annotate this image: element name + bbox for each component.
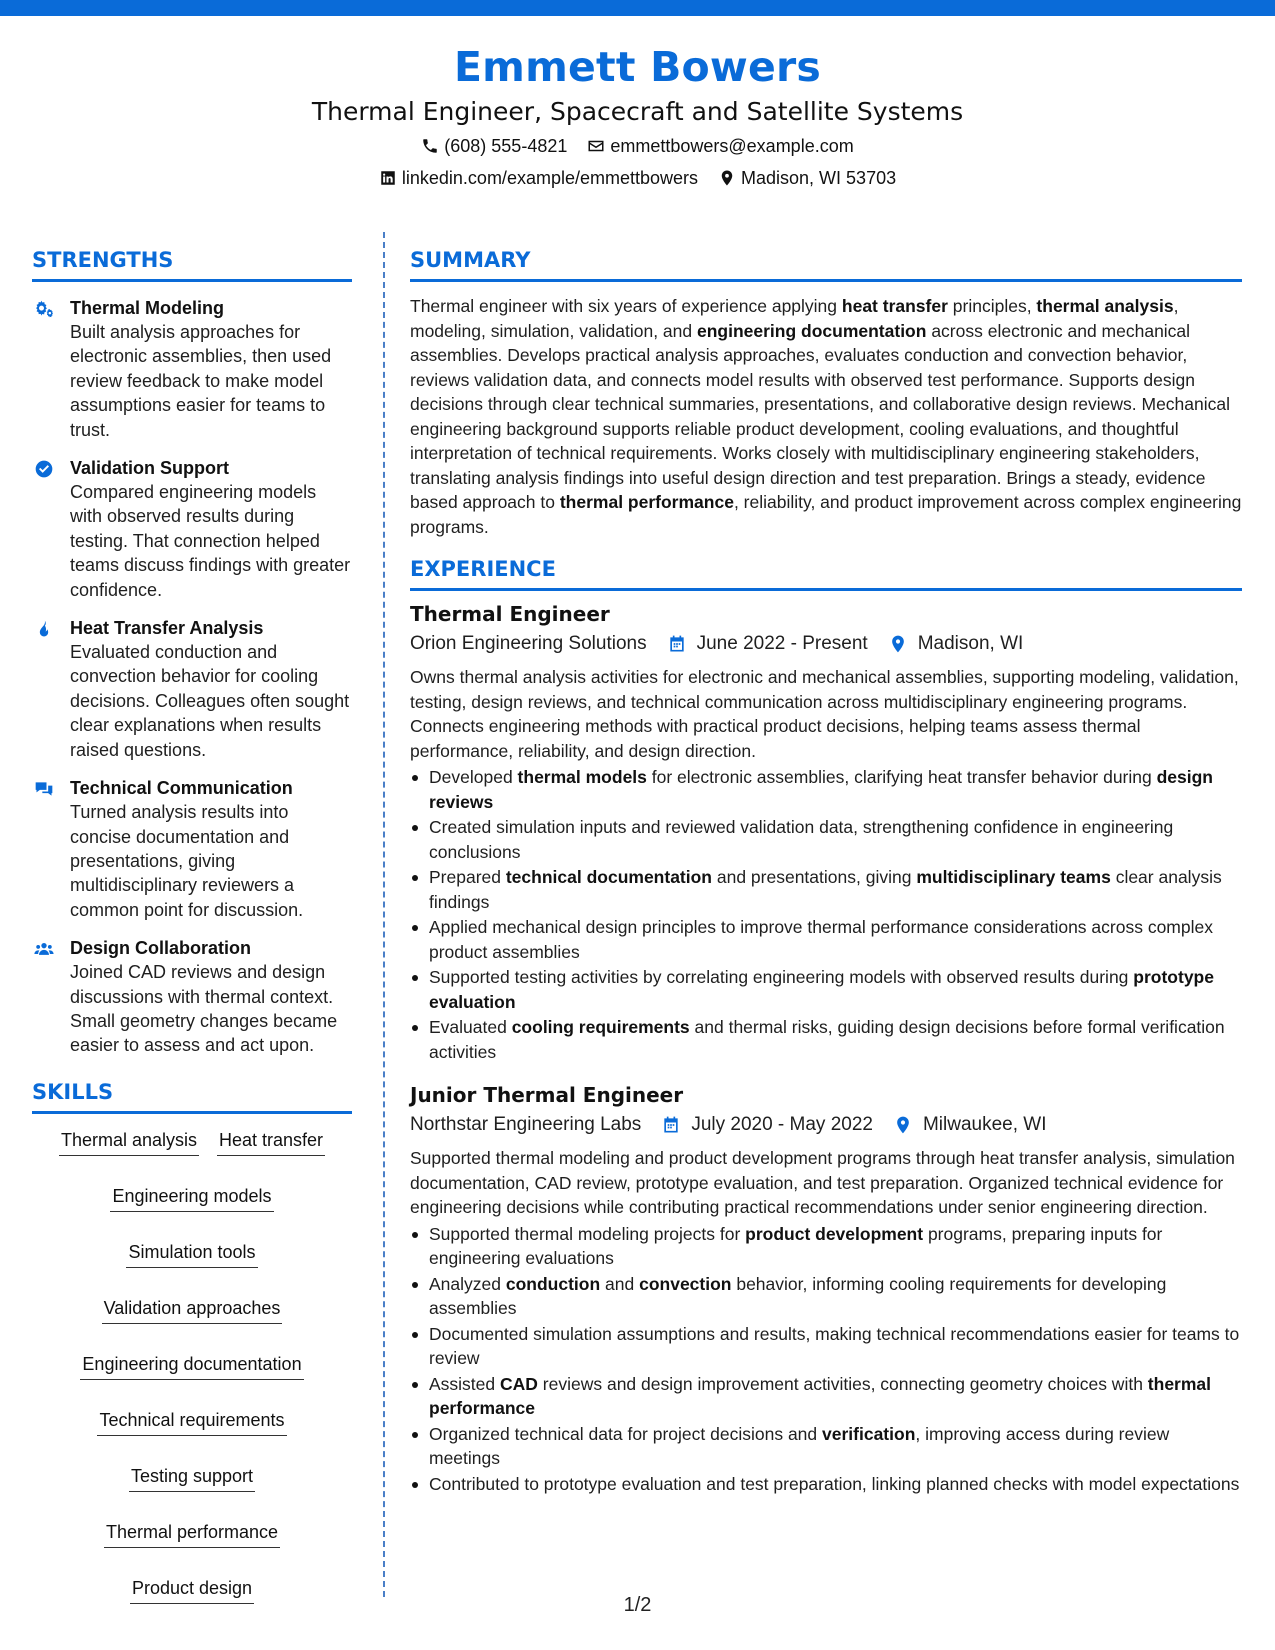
text-run: Developed bbox=[429, 767, 518, 787]
job-location: Milwaukee, WI bbox=[922, 1114, 1047, 1135]
skill-tag: Simulation tools bbox=[126, 1240, 257, 1268]
calendar-icon bbox=[661, 1115, 681, 1135]
text-run: and bbox=[600, 1273, 640, 1294]
bold-keyword: heat transfer bbox=[841, 296, 948, 316]
strength-desc: Compared engineering models with observed results during testing. That connection helped teams discuss findings with greater confidence. bbox=[70, 482, 351, 600]
job-dates: June 2022 - Present bbox=[696, 633, 868, 654]
job-entry bbox=[410, 599, 1242, 1064]
text-run: , improving access during review meetings bbox=[429, 1423, 1170, 1468]
check-circle-icon bbox=[34, 459, 54, 479]
text-run: principles, bbox=[947, 296, 1037, 316]
bold-keyword: design reviews bbox=[429, 767, 1213, 812]
text-run: clear analysis findings bbox=[429, 867, 1222, 912]
text-run: Assisted bbox=[429, 1373, 500, 1394]
bold-keyword: cooling requirements bbox=[511, 1017, 690, 1037]
bullet-item bbox=[410, 1472, 1242, 1497]
users-icon bbox=[34, 939, 54, 959]
bullet-item bbox=[410, 815, 1242, 864]
envelope-icon bbox=[587, 137, 605, 155]
strength-item bbox=[32, 456, 352, 602]
strength-item bbox=[32, 776, 352, 922]
bullet-item bbox=[410, 765, 1242, 814]
job-dates: July 2020 - May 2022 bbox=[691, 1114, 873, 1135]
strengths-heading: STRENGTHS bbox=[32, 246, 352, 282]
skill-tag: Engineering documentation bbox=[80, 1352, 303, 1380]
job-company: Orion Engineering Solutions bbox=[410, 633, 647, 654]
resume-header bbox=[0, 40, 1275, 194]
phone-text: (608) 555-4821 bbox=[444, 136, 568, 156]
bold-keyword: multidisciplinary teams bbox=[916, 867, 1111, 887]
bold-keyword: thermal performance bbox=[429, 1373, 1212, 1418]
job-entry bbox=[410, 1080, 1242, 1496]
text-run: across electronic and mechanical assemblies. Develops practical analysis approaches, evaluates conduction and convection behavior, reviews validation data, and connects model results with observed test performance. Supports design decisions through clear technical summaries, presentations, and collaborative design reviews. Mechanical engineering background supports reliable product development, cooling evaluations, and thoughtful interpretation of technical requirements. Works closely with multidisciplinary engineering stakeholders, translating analysis findings into useful design direction and test preparation. Brings a steady, evidence based approach to bbox=[410, 320, 1231, 512]
text-run: Thermal engineer with six years of experience applying bbox=[410, 296, 842, 316]
email-text: emmettbowers@example.com bbox=[610, 136, 854, 156]
calendar-icon bbox=[667, 634, 687, 654]
text-run: Contributed to prototype evaluation and test preparation, linking planned checks with model expectations bbox=[429, 1473, 1240, 1494]
skill-tag: Product design bbox=[130, 1576, 254, 1604]
bold-keyword: prototype evaluation bbox=[429, 967, 1214, 1012]
summary-heading: SUMMARY bbox=[410, 246, 1242, 282]
text-run: for electronic assemblies, clarifying heat transfer behavior during bbox=[646, 767, 1157, 787]
experience-heading: EXPERIENCE bbox=[410, 555, 1242, 591]
bold-keyword: verification bbox=[822, 1423, 916, 1444]
skills-heading: SKILLS bbox=[32, 1078, 352, 1114]
bold-keyword: conduction bbox=[505, 1273, 601, 1294]
text-run: Applied mechanical design principles to improve thermal performance considerations across complex product assemblies bbox=[429, 917, 1213, 962]
map-pin-icon bbox=[893, 1115, 913, 1135]
skill-tag: Thermal performance bbox=[104, 1520, 280, 1548]
bold-keyword: thermal models bbox=[517, 767, 647, 787]
bullet-item bbox=[410, 1222, 1242, 1271]
bold-keyword: technical documentation bbox=[505, 867, 712, 887]
map-pin-icon bbox=[888, 634, 908, 654]
text-run: Prepared bbox=[429, 867, 506, 887]
comments-icon bbox=[34, 779, 54, 799]
text-run: behavior, informing cooling requirements for developing assemblies bbox=[429, 1273, 1167, 1318]
left-column bbox=[32, 246, 352, 1604]
bullet-item bbox=[410, 1272, 1242, 1321]
job-meta bbox=[410, 629, 1242, 659]
strength-title: Technical Communication bbox=[70, 778, 293, 799]
location-contact bbox=[718, 162, 896, 194]
gears-icon bbox=[34, 299, 54, 319]
skill-tag: Testing support bbox=[129, 1464, 255, 1492]
phone-icon bbox=[421, 137, 439, 155]
bold-keyword: convection bbox=[639, 1273, 732, 1294]
strength-title: Heat Transfer Analysis bbox=[70, 618, 264, 639]
bullet-item bbox=[410, 965, 1242, 1014]
location-text: Madison, WI 53703 bbox=[741, 168, 897, 188]
skills-list bbox=[32, 1128, 352, 1604]
bold-keyword: product development bbox=[745, 1223, 924, 1244]
linkedin-text: linkedin.com/example/emmettbowers bbox=[401, 168, 699, 188]
text-run: Evaluated bbox=[429, 1017, 512, 1037]
bullet-item bbox=[410, 1015, 1242, 1064]
candidate-title: Thermal Engineer, Spacecraft and Satellite Systems bbox=[311, 97, 964, 126]
strength-desc: Turned analysis results into concise documentation and presentations, giving multidisciplinary reviewers a common point for discussion. bbox=[70, 802, 304, 920]
skill-tag: Technical requirements bbox=[97, 1408, 286, 1436]
strength-desc: Evaluated conduction and convection behavior for cooling decisions. Colleagues often sought clear explanations when results raised questions. bbox=[70, 642, 350, 760]
linkedin-icon bbox=[379, 169, 397, 187]
text-run: , reliability, and product improvement across complex engineering programs. bbox=[410, 492, 1242, 537]
bold-keyword: CAD bbox=[500, 1373, 538, 1394]
bold-keyword: thermal analysis bbox=[1036, 296, 1174, 316]
job-company: Northstar Engineering Labs bbox=[410, 1114, 642, 1135]
skill-tag: Validation approaches bbox=[102, 1296, 283, 1324]
job-bullets bbox=[410, 765, 1242, 1064]
text-run: Supported thermal modeling projects for bbox=[429, 1223, 746, 1244]
bullet-item bbox=[410, 865, 1242, 914]
strength-item bbox=[32, 936, 352, 1058]
text-run: Supported testing activities by correlating engineering models with observed results during bbox=[429, 967, 1134, 987]
column-divider bbox=[383, 232, 385, 1597]
right-column bbox=[410, 246, 1242, 1496]
bold-keyword: engineering documentation bbox=[696, 320, 927, 341]
strength-desc: Joined CAD reviews and design discussions with thermal context. Small geometry changes became easier to assess and act upon. bbox=[70, 962, 338, 1056]
strength-title: Validation Support bbox=[70, 458, 230, 479]
text-run: Analyzed bbox=[429, 1273, 506, 1294]
email-contact[interactable] bbox=[587, 130, 853, 162]
bullet-item bbox=[410, 1322, 1242, 1371]
text-run: programs, preparing inputs for engineering evaluations bbox=[429, 1223, 1163, 1268]
skill-tag: Thermal analysis bbox=[59, 1128, 199, 1156]
job-description: Supported thermal modeling and product development programs through heat transfer analysis, simulation documentation, CAD review, prototype evaluation, and test preparation. Organized technical evidence for engineering decisions while contributing practical recommendations under senior engineering direction. bbox=[410, 1148, 1235, 1217]
strength-item bbox=[32, 296, 352, 442]
bullet-item bbox=[410, 1422, 1242, 1471]
bold-keyword: thermal performance bbox=[559, 492, 734, 512]
skill-tag: Engineering models bbox=[110, 1184, 273, 1212]
job-meta bbox=[410, 1110, 1242, 1140]
job-title: Thermal Engineer bbox=[410, 602, 610, 626]
candidate-name: Emmett Bowers bbox=[453, 43, 822, 91]
text-run: Created simulation inputs and reviewed validation data, strengthening confidence in engineering conclusions bbox=[429, 817, 1174, 862]
bullet-item bbox=[410, 1372, 1242, 1421]
skill-tag: Heat transfer bbox=[217, 1128, 325, 1156]
strength-item bbox=[32, 616, 352, 762]
strength-title: Thermal Modeling bbox=[70, 298, 225, 318]
text-run: Organized technical data for project decisions and bbox=[429, 1423, 823, 1444]
text-run: and thermal risks, guiding design decisions before formal verification activities bbox=[429, 1017, 1225, 1062]
contact-row-2 bbox=[0, 162, 1275, 194]
job-location: Madison, WI bbox=[917, 633, 1024, 654]
map-pin-icon bbox=[718, 169, 736, 187]
text-run: and presentations, giving bbox=[712, 867, 917, 887]
page-number: 1/2 bbox=[623, 1594, 652, 1616]
flame-icon bbox=[34, 619, 54, 639]
phone-contact[interactable] bbox=[421, 130, 567, 162]
job-title: Junior Thermal Engineer bbox=[410, 1083, 684, 1107]
text-run: reviews and design improvement activities, connecting geometry choices with bbox=[537, 1373, 1148, 1394]
job-bullets bbox=[410, 1222, 1242, 1497]
strength-title: Design Collaboration bbox=[70, 938, 252, 959]
job-description: Owns thermal analysis activities for electronic and mechanical assemblies, supporting modeling, validation, testing, design reviews, and technical communication across multidisciplinary engineering programs. Connects engineering methods with practical product decisions, helping teams assess thermal performance, reliability, and design direction. bbox=[410, 667, 1239, 761]
bullet-item bbox=[410, 915, 1242, 964]
summary-text bbox=[410, 294, 1242, 539]
contact-row-1 bbox=[0, 130, 1275, 162]
top-accent-bar bbox=[0, 0, 1275, 16]
strength-desc: Built analysis approaches for electronic assemblies, then used review feedback to make model assumptions easier for teams to trust. bbox=[70, 322, 332, 440]
text-run: Documented simulation assumptions and results, making technical recommendations easier for teams to review bbox=[429, 1323, 1240, 1368]
text-run: , modeling, simulation, validation, and bbox=[410, 296, 1179, 341]
linkedin-contact[interactable] bbox=[379, 162, 698, 194]
